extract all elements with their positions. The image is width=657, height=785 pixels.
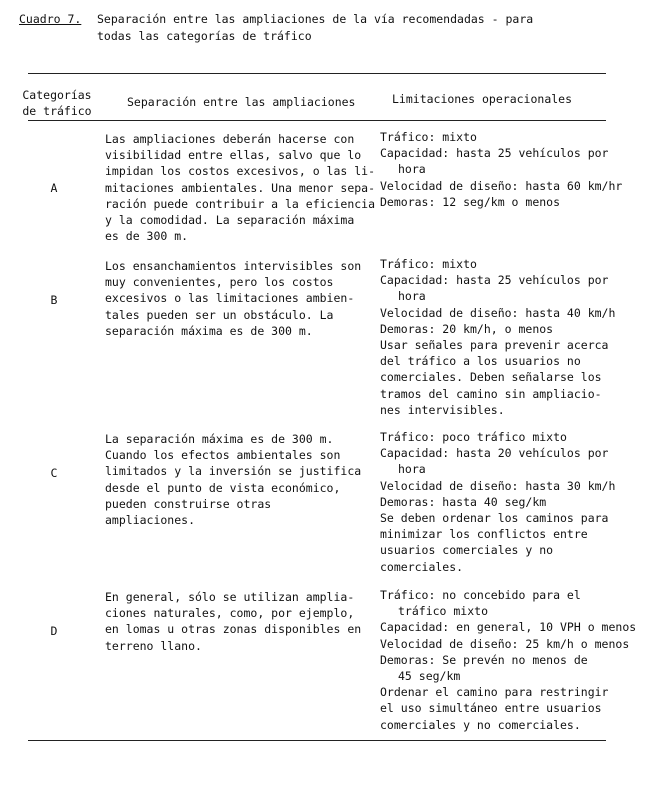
caption-label: Cuadro 7.	[19, 12, 82, 26]
row-b-lim-line: nes intervisibles.	[380, 402, 505, 417]
row-c-sep-line: limitados y la inversión se justifica	[105, 464, 362, 479]
row-b-separacion	[105, 258, 373, 339]
bottom-rule	[28, 740, 606, 741]
row-a-lim-line: hora	[398, 162, 426, 177]
row-b-lim-line: Demoras: 20 km/h, o menos	[380, 321, 554, 336]
row-d-limitaciones	[380, 587, 640, 733]
row-b-sep-line: separación máxima es de 300 m.	[105, 323, 313, 338]
row-c-sep-line: pueden construirse otras	[105, 496, 272, 511]
row-c-lim-line: Tráfico: poco tráfico mixto	[380, 430, 567, 444]
row-c-lim-line: Se deben ordenar los caminos para	[380, 511, 609, 526]
header-limitaciones: Limitaciones operacionales	[392, 92, 573, 106]
row-c-lim-line: Velocidad de diseño: hasta 30 km/h	[380, 478, 616, 493]
row-a-sep-line: ración puede contribuir a la eficiencia	[105, 196, 376, 211]
row-a-limitaciones	[380, 129, 640, 210]
row-b-lim-line: comerciales. Deben señalarse los	[380, 370, 602, 385]
row-d-lim-line: Ordenar el camino para restringir	[380, 685, 609, 700]
row-d-sep-line: terreno llano.	[105, 638, 202, 653]
row-c-limitaciones	[380, 429, 640, 575]
row-c-lim-line: usuarios comerciales y no	[380, 543, 554, 558]
row-b-lim-line: Usar señales para prevenir acerca	[380, 338, 609, 353]
row-b-sep-line: muy convenientes, pero los costos	[105, 275, 334, 290]
row-c-lim-line: comerciales.	[380, 559, 464, 574]
row-c-sep-line: Cuando los efectos ambientales son	[105, 448, 341, 463]
header-separacion: Separación entre las ampliaciones	[127, 95, 356, 109]
row-c-separacion	[105, 431, 373, 528]
row-a-category: A	[50, 181, 58, 195]
row-b-lim-line: hora	[398, 289, 426, 304]
row-d-sep-line: En general, sólo se utilizan amplia-	[105, 590, 355, 604]
row-c-lim-line: Capacidad: hasta 20 vehículos por	[380, 446, 609, 461]
row-d-separacion	[105, 589, 373, 654]
row-b-limitaciones	[380, 256, 640, 418]
row-d-category: D	[50, 624, 58, 638]
caption-text: Separación entre las ampliaciones de la vía recomendadas - para todas las categorías de tráfico	[97, 12, 534, 43]
row-d-sep-line: ciones naturales, como, por ejemplo,	[105, 606, 355, 621]
header-categoria-line-1: Categorías	[22, 88, 92, 102]
row-a-lim-line: Velocidad de diseño: hasta 60 km/hr	[380, 178, 623, 193]
row-c-lim-line: hora	[398, 462, 426, 477]
row-d-lim-line: 45 seg/km	[398, 669, 461, 684]
row-c-category: C	[50, 466, 58, 480]
row-b-sep-line: Los ensanchamientos intervisibles son	[105, 259, 362, 273]
row-b-category: B	[50, 293, 58, 307]
row-a-lim-line: Tráfico: mixto	[380, 130, 477, 144]
row-d-lim-line: Demoras: Se prevén no menos de	[380, 652, 588, 667]
row-a-separacion	[105, 131, 376, 244]
row-b-sep-line: tales pueden ser un obstáculo. La	[105, 307, 334, 322]
row-a-lim-line: Capacidad: hasta 25 vehículos por	[380, 146, 609, 161]
header-categoria	[22, 87, 92, 119]
row-b-lim-line: Capacidad: hasta 25 vehículos por	[380, 273, 609, 288]
row-d-lim-line: tráfico mixto	[398, 604, 489, 619]
row-d-lim-line: Velocidad de diseño: 25 km/h o menos	[380, 636, 630, 651]
row-b-lim-line: del tráfico a los usuarios no	[380, 354, 581, 369]
row-a-lim-line: Demoras: 12 seg/km o menos	[380, 194, 561, 209]
row-a-sep-line: Las ampliaciones deberán hacerse con	[105, 132, 355, 146]
row-d-lim-line: Capacidad: en general, 10 VPH o menos	[380, 620, 637, 635]
row-a-sep-line: es de 300 m.	[105, 229, 189, 244]
row-d-lim-line: comerciales y no comerciales.	[380, 717, 581, 732]
row-c-lim-line: minimizar los conflictos entre	[380, 527, 588, 542]
row-a-sep-line: impidan los costos excesivos, o las li-	[105, 164, 376, 179]
row-b-lim-line: Tráfico: mixto	[380, 257, 477, 271]
row-d-sep-line: en lomas u otras zonas disponibles en	[105, 622, 362, 637]
row-b-lim-line: Velocidad de diseño: hasta 40 km/h	[380, 305, 616, 320]
top-rule	[28, 73, 606, 74]
row-c-lim-line: Demoras: hasta 40 seg/km	[380, 494, 547, 509]
header-rule	[28, 120, 606, 121]
row-b-lim-line: tramos del camino sin ampliacio-	[380, 386, 602, 401]
row-c-sep-line: ampliaciones.	[105, 513, 196, 528]
header-categoria-line-2: de tráfico	[22, 104, 92, 118]
row-b-sep-line: excesivos o las limitaciones ambien-	[105, 291, 355, 306]
row-d-lim-line: el uso simultáneo entre usuarios	[380, 701, 602, 716]
row-a-sep-line: y la comodidad. La separación máxima	[105, 213, 355, 228]
row-d-lim-line: Tráfico: no concebido para el	[380, 588, 581, 602]
row-c-sep-line: La separación máxima es de 300 m.	[105, 432, 334, 446]
row-a-sep-line: mitaciones ambientales. Una menor sepa-	[105, 180, 376, 195]
row-a-sep-line: visibilidad entre ellas, salvo que lo	[105, 148, 362, 163]
row-c-sep-line: desde el punto de vista económico,	[105, 480, 341, 495]
